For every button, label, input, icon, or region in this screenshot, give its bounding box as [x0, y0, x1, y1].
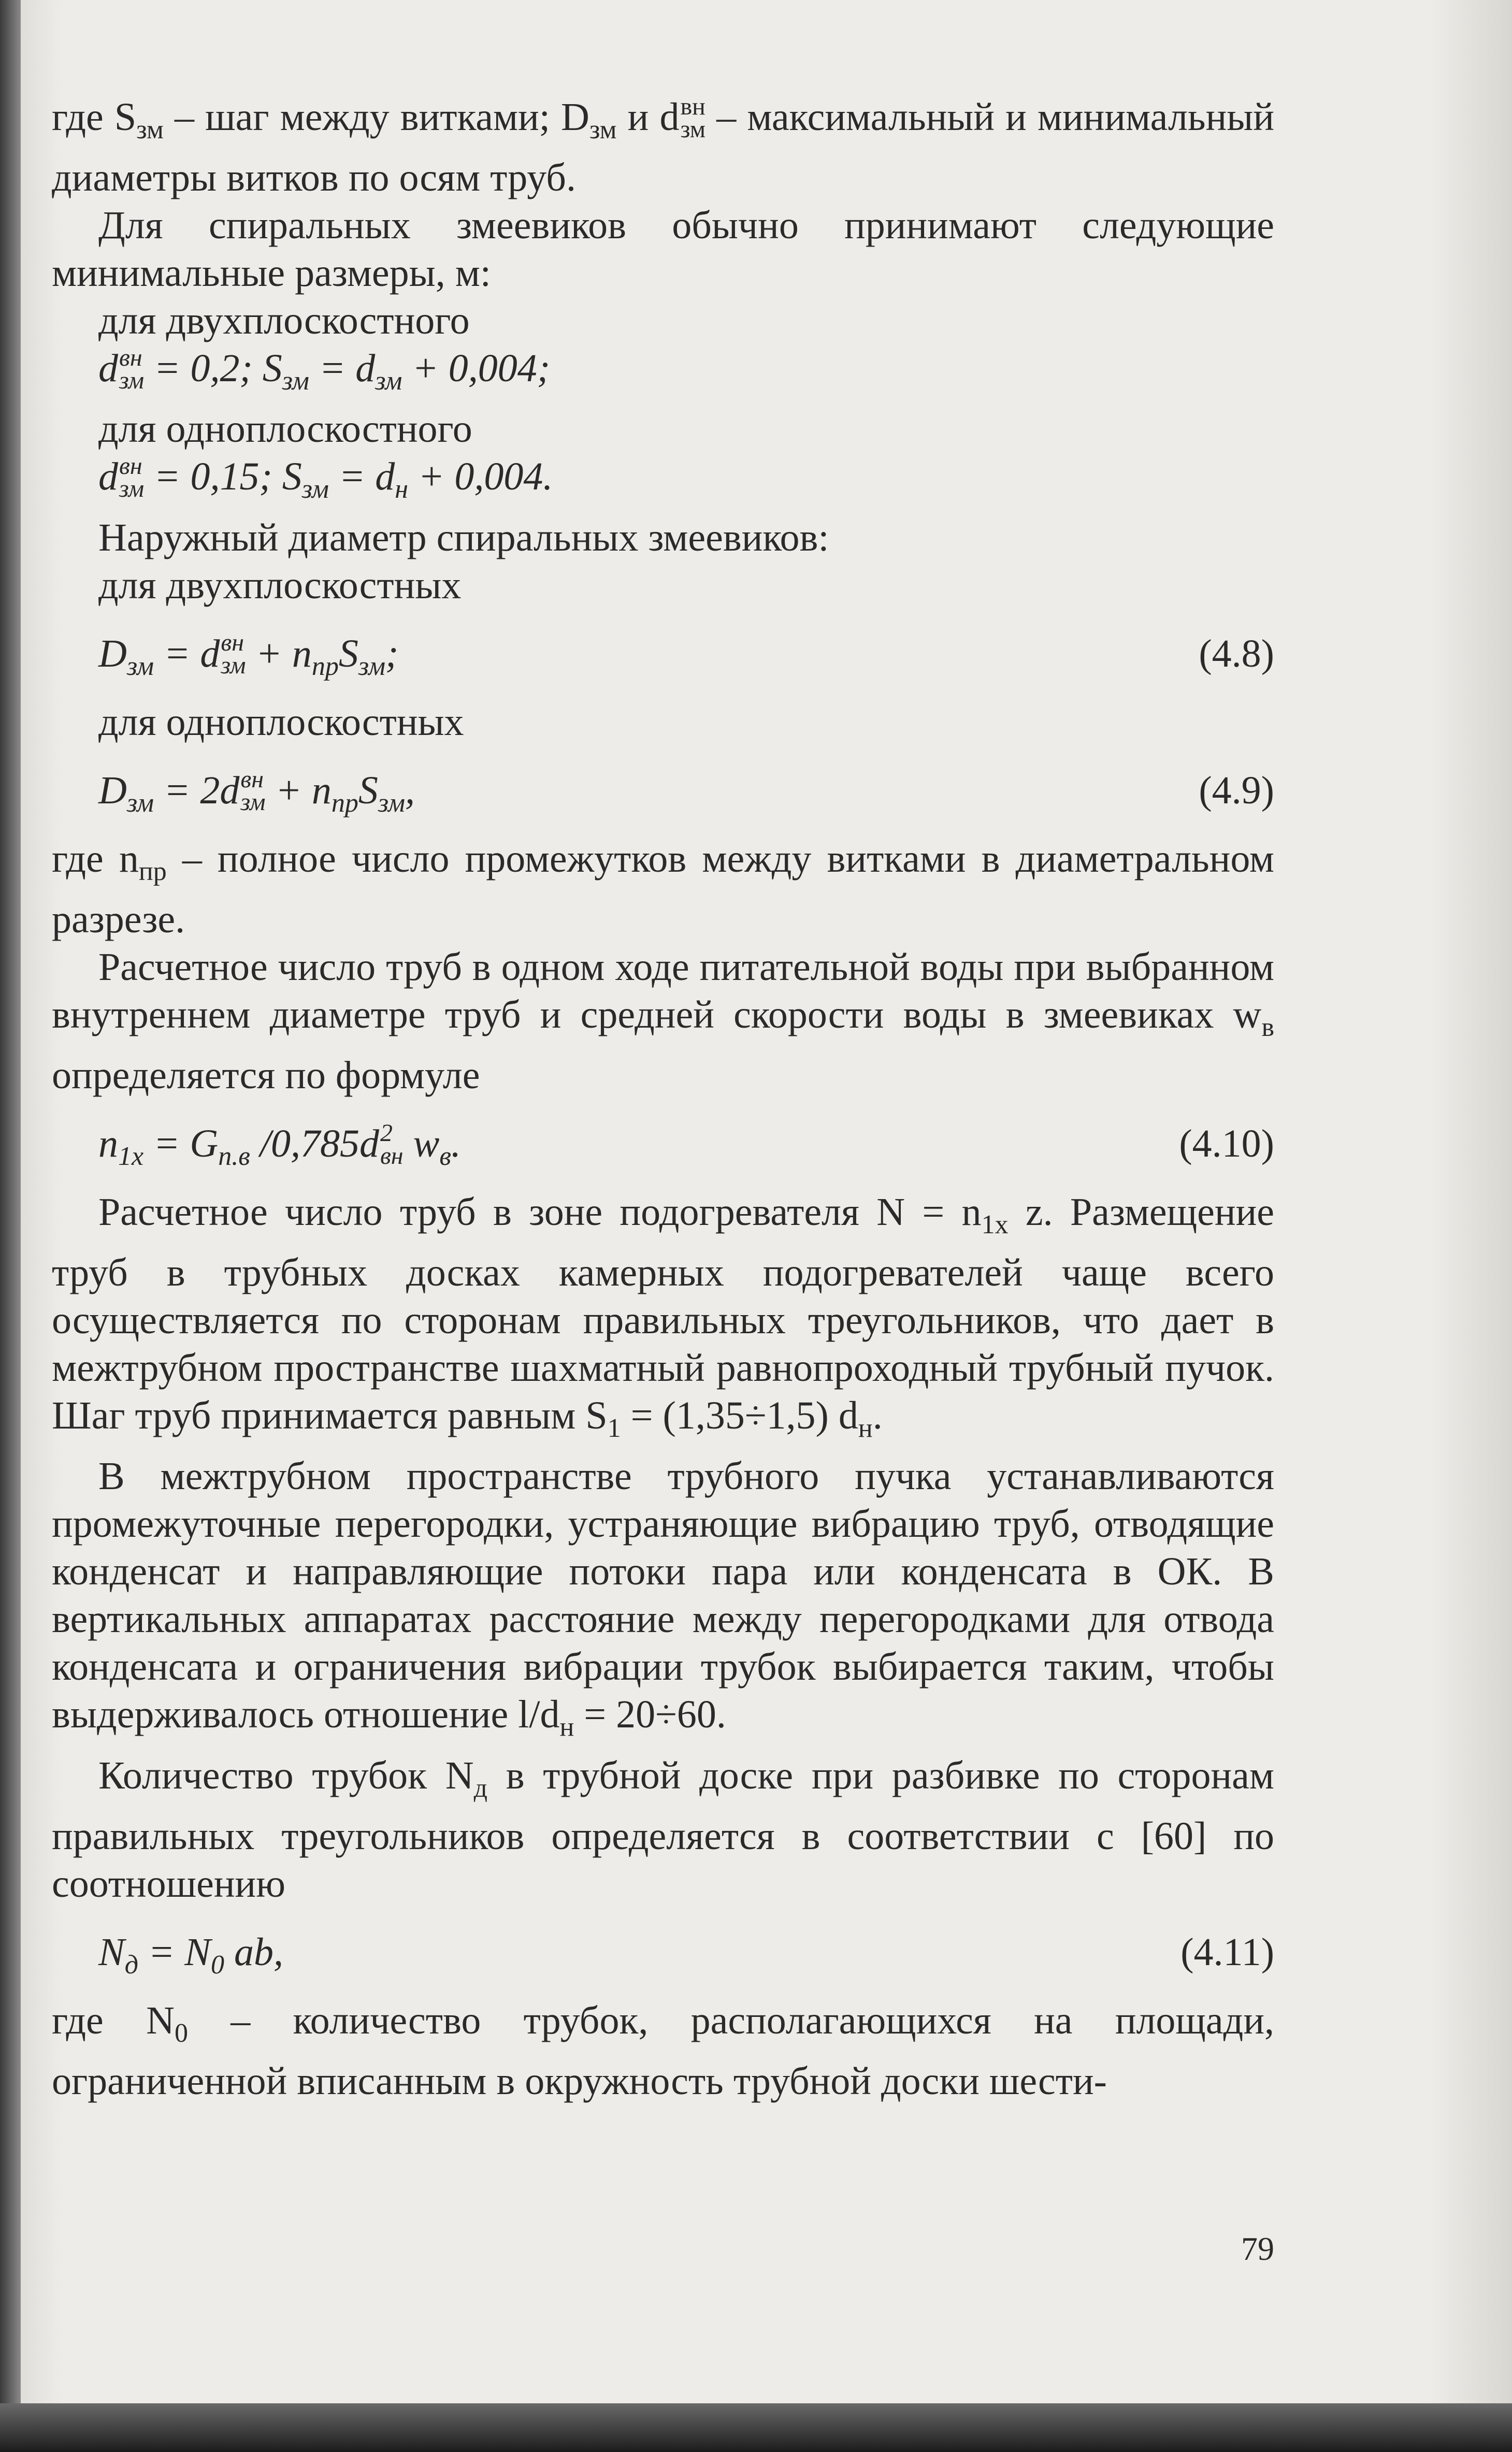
page-number: 79 [1241, 2230, 1274, 2267]
equation-4-10: $n_{1х} = G_{п.в}$ /0,785d 2 вн $w_в$. (4.10) [98, 1119, 1274, 1172]
equation-4-9: $D_{зм} = 2d$ вн зм + $n_{пр}S_{зм}$, (4.9) [98, 766, 1274, 818]
paragraph-definitions: где $S_{зм}$ – шаг между витками; $D_{зм}$ и d вн зм – максимальный и минимальный диаметры витков по осям труб. [52, 92, 1274, 200]
equation-4-8: $D_{зм} = d$ вн зм + $n_{пр}S_{зм}$; (4.8) [98, 629, 1274, 681]
paragraph-min-sizes: Для спиральных змеевиков обычно принимают следующие минимальные размеры, м: [52, 204, 1274, 295]
label-two-plane-plural: для двухплоскостных [98, 563, 462, 607]
label-one-plane: для одноплоскостного [98, 407, 472, 451]
label-one-plane-plural: для одноплоскостных [98, 700, 464, 744]
paragraph-outer-diameter: Наружный диаметр спиральных змеевиков: [98, 515, 829, 559]
paragraph-tube-count: Расчетное число труб в одном ходе питательной воды при выбранном внутреннем диаметре труб и средней скорости воды в змеевиках $w_в$ определяется по формуле [52, 945, 1274, 1097]
paragraph-baffles: В межтрубном пространстве трубного пучка устанавливаются промежуточные перегородки, устраняющие вибрацию труб, отводящие конденсат и направляющие потоки пара или конденсата в ОК. В вертикальных аппаратах расстояние между перегородками для отвода конденсата и ограничения вибрации трубок выбирается таким, чтобы выдерживалось отношение $l/d_н = 20\div 60$. [52, 1454, 1274, 1742]
binding-shadow [0, 0, 21, 2452]
equation-4-11: $N_д = N_0$ ab, (4.11) [52, 1928, 1274, 1976]
paragraph-tube-layout: Расчетное число труб в зоне подогревателя $N = n_{1х}$ z. Размещение труб в трубных досках камерных подогревателей чаще всего осуществляется по сторонам правильных треугольников, что дает в межтрубном пространстве шахматный равнопроходный трубный пучок. Шаг труб принимается равным $S_1 = (1,35\div 1,5)$ $d_н$. [52, 1190, 1274, 1444]
equation-number: (4.10) [1179, 1121, 1274, 1165]
page-text [52, 93, 1274, 2105]
equation-number: (4.9) [1199, 768, 1274, 812]
equation-number: (4.8) [1199, 631, 1274, 675]
equation-two-plane: d вн зм = 0,2; $S_{зм} = d_{зм} + 0,004$; [98, 343, 551, 396]
equation-number: (4.11) [1180, 1930, 1274, 1974]
scan-bottom-edge [0, 2403, 1512, 2452]
equation-one-plane: d вн зм = 0,15; $S_{зм} = d_н + 0,004$. [98, 452, 553, 504]
label-two-plane: для двухплоскостного [98, 299, 470, 343]
paragraph-tube-sheet: Количество трубок $N_д$ в трубной доске при разбивке по сторонам правильных треугольников определяется в соответствии с [60] по соотношению [52, 1753, 1274, 1906]
paragraph-npr: где $n_{пр}$ – полное число промежутков между витками в диаметральном разрезе. [52, 836, 1274, 941]
paragraph-n0: где $N_0$ – количество трубок, располагающихся на площади, ограниченной вписанным в окружность трубной доски шести- [52, 1998, 1275, 2103]
